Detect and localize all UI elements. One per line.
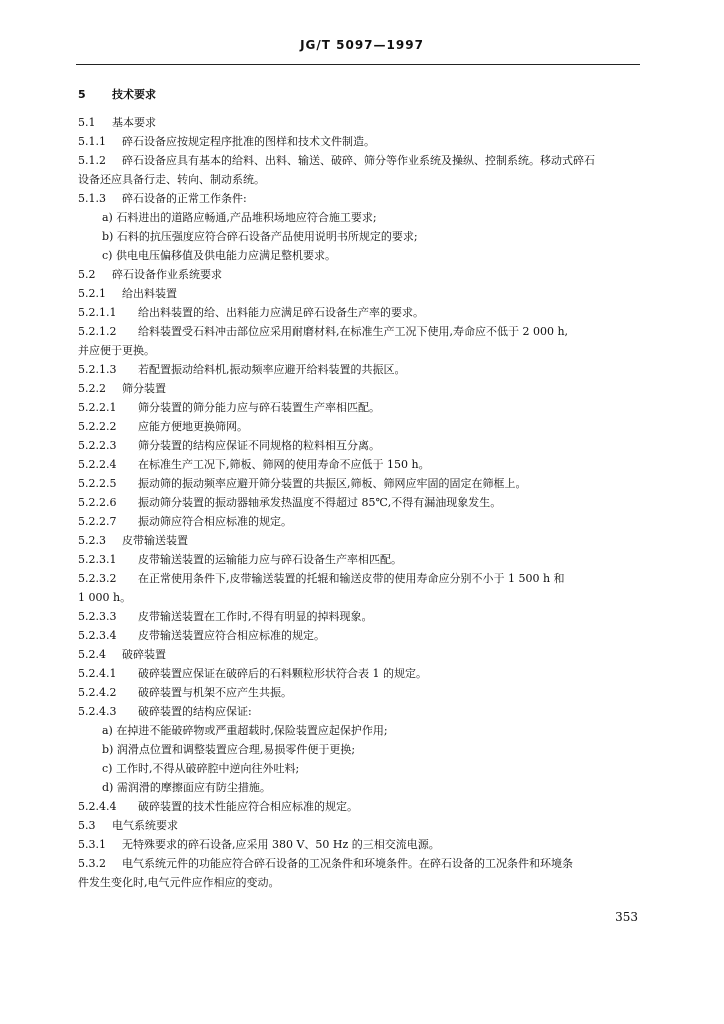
clause: 5.2.1.1 给出料装置的给、出料能力应满足碎石设备生产率的要求。 [78, 306, 424, 319]
clause-continuation: 1 000 h。 [78, 591, 132, 604]
list-item: b) 石料的抗压强度应符合碎石设备产品使用说明书所规定的要求; [102, 230, 418, 243]
subsection-heading: 5.2 碎石设备作业系统要求 [78, 268, 222, 281]
clause: 5.2.3.2 在正常使用条件下,皮带输送装置的托辊和输送皮带的使用寿命应分别不小于 1 500 h 和 [78, 572, 565, 585]
clause: 5.2.2.3 筛分装置的结构应保证不同规格的粒料相互分离。 [78, 439, 380, 452]
list-item: c) 供电电压偏移值及供电能力应满足整机要求。 [102, 249, 336, 262]
clause: 5.2.4.3 破碎装置的结构应保证: [78, 705, 252, 718]
clause: 5.3.1 无特殊要求的碎石设备,应采用 380 V、50 Hz 的三相交流电源。 [78, 838, 440, 851]
clause: 5.2.2.5 振动筛的振动频率应避开筛分装置的共振区,筛板、筛网应牢固的固定在筛框上。 [78, 477, 527, 490]
clause: 5.2.4.2 破碎装置与机架不应产生共振。 [78, 686, 292, 699]
clause: 5.2.4.4 破碎装置的技术性能应符合相应标准的规定。 [78, 800, 358, 813]
clause: 5.2.4.1 破碎装置应保证在破碎后的石料颗粒形状符合表 1 的规定。 [78, 667, 427, 680]
page-number: 353 [615, 910, 638, 924]
clause-continuation: 并应便于更换。 [78, 344, 155, 357]
clause: 5.2.2.2 应能方便地更换筛网。 [78, 420, 248, 433]
clause: 5.2.2.7 振动筛应符合相应标准的规定。 [78, 515, 292, 528]
list-item: a) 在掉进不能破碎物或严重超载时,保险装置应起保护作用; [102, 724, 388, 737]
clause: 5.2.3.3 皮带输送装置在工作时,不得有明显的掉料现象。 [78, 610, 373, 623]
clause: 5.2.2 筛分装置 [78, 382, 166, 395]
clause: 5.1.1 碎石设备应按规定程序批准的图样和技术文件制造。 [78, 135, 375, 148]
subsection-heading: 5.1 基本要求 [78, 116, 156, 129]
list-item: d) 需润滑的摩擦面应有防尘措施。 [102, 781, 271, 794]
clause: 5.2.2.1 筛分装置的筛分能力应与碎石装置生产率相匹配。 [78, 401, 380, 414]
header-rule [76, 64, 640, 65]
clause: 5.2.3.4 皮带输送装置应符合相应标准的规定。 [78, 629, 325, 642]
clause: 5.2.3 皮带输送装置 [78, 534, 188, 547]
section-heading: 5 技术要求 [78, 88, 156, 101]
clause: 5.2.1.2 给料装置受石料冲击部位应采用耐磨材料,在标准生产工况下使用,寿命应不低于 2 000 h, [78, 325, 569, 338]
clause: 5.2.3.1 皮带输送装置的运输能力应与碎石设备生产率相匹配。 [78, 553, 402, 566]
clause: 5.2.2.6 振动筛分装置的振动器轴承发热温度不得超过 85℃,不得有漏油现象发生。 [78, 496, 502, 509]
clause-continuation: 设备还应具备行走、转向、制动系统。 [78, 173, 265, 186]
list-item: b) 润滑点位置和调整装置应合理,易损零件便于更换; [102, 743, 356, 756]
clause: 5.2.1.3 若配置振动给料机,振动频率应避开给料装置的共振区。 [78, 363, 406, 376]
list-item: a) 石料进出的道路应畅通,产品堆积场地应符合施工要求; [102, 211, 377, 224]
clause: 5.3.2 电气系统元件的功能应符合碎石设备的工况条件和环境条件。在碎石设备的工况条件和环境条 [78, 857, 573, 870]
standard-header: JG/T 5097—1997 [300, 38, 424, 52]
clause: 5.2.4 破碎装置 [78, 648, 166, 661]
clause-continuation: 件发生变化时,电气元件应作相应的变动。 [78, 876, 280, 889]
subsection-heading: 5.3 电气系统要求 [78, 819, 178, 832]
clause: 5.1.2 碎石设备应具有基本的给料、出料、输送、破碎、筛分等作业系统及操纵、控制系统。移动式碎石 [78, 154, 595, 167]
clause: 5.2.2.4 在标准生产工况下,筛板、筛网的使用寿命不应低于 150 h。 [78, 458, 430, 471]
list-item: c) 工作时,不得从破碎腔中逆向往外吐料; [102, 762, 300, 775]
clause: 5.2.1 给出料装置 [78, 287, 177, 300]
clause: 5.1.3 碎石设备的正常工作条件: [78, 192, 247, 205]
